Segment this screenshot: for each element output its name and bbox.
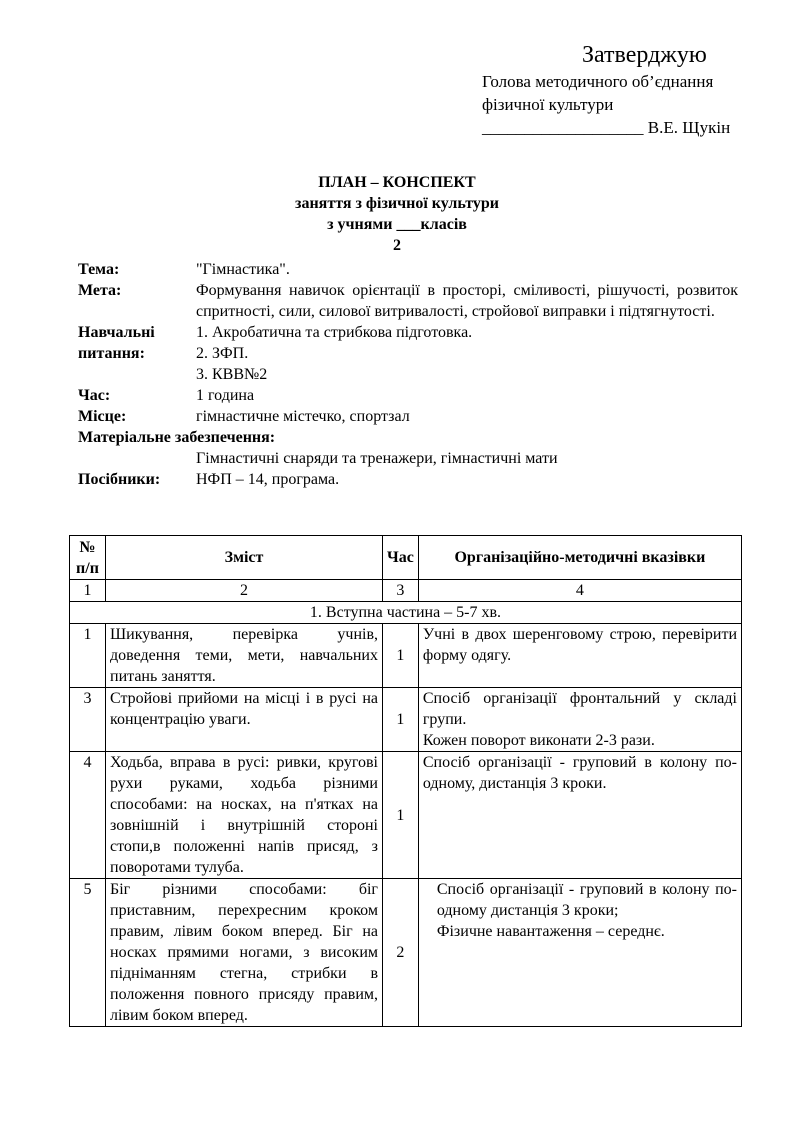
lesson-info bbox=[78, 259, 738, 490]
questions-label bbox=[78, 322, 196, 385]
questions-label-line1: Навчальні bbox=[78, 324, 155, 341]
goal-value: Формування навичок орієнтації в просторі, сміливості, рішучості, розвиток спритності, сили, силової витривалості, стройової виправки і підтягнутості. bbox=[196, 282, 738, 320]
header-content: Зміст bbox=[106, 536, 383, 580]
time-row bbox=[78, 385, 738, 406]
question-1: 1. Акробатична та стрибкова підготовка. bbox=[196, 324, 473, 341]
material-label: Матеріальне забезпечення: bbox=[78, 429, 276, 446]
questions-label-line2: питання: bbox=[78, 345, 145, 362]
row-time: 1 bbox=[383, 624, 419, 688]
row-notes-line: Спосіб організації - груповий в колону по-одному дистанція 3 кроки; bbox=[436, 881, 737, 919]
col-num-1: 1 bbox=[70, 580, 106, 602]
topic-row bbox=[78, 259, 738, 280]
row-num: 4 bbox=[70, 752, 106, 879]
question-2: 2. ЗФП. bbox=[196, 345, 249, 362]
header-time: Час bbox=[383, 536, 419, 580]
approval-title: Затверджую bbox=[582, 42, 707, 68]
row-num: 5 bbox=[70, 879, 106, 1027]
col-num-3: 3 bbox=[383, 580, 419, 602]
row-num: 1 bbox=[70, 624, 106, 688]
questions-list bbox=[196, 322, 738, 385]
topic-value: "Гімнастика". bbox=[196, 261, 290, 278]
manuals-row bbox=[78, 469, 738, 490]
header-num: № п/п bbox=[70, 536, 106, 580]
manuals-value: НФП – 14, програма. bbox=[196, 471, 340, 488]
row-content: Ходьба, вправа в русі: ривки, кругові рухи руками, ходьба різними способами: на носках, на п'ятках на зовнішній і внутрішній стороні стопи,в положенні напів присяд, з поворотами тулуба. bbox=[106, 752, 383, 879]
table-row bbox=[70, 879, 742, 1027]
approval-block bbox=[482, 40, 762, 139]
doc-class-number: 2 bbox=[393, 237, 401, 254]
section-title: 1. Вступна частина – 5-7 хв. bbox=[70, 602, 742, 624]
row-time: 1 bbox=[383, 752, 419, 879]
row-notes-line: Кожен поворот виконати 2-3 рази. bbox=[422, 732, 655, 749]
doc-title: ПЛАН – КОНСПЕКТ bbox=[318, 174, 476, 191]
goal-row bbox=[78, 280, 738, 322]
topic-label: Тема: bbox=[78, 261, 120, 278]
questions-row bbox=[78, 322, 738, 385]
manuals-label: Посібники: bbox=[78, 471, 161, 488]
lesson-table bbox=[69, 535, 742, 1027]
question-3: 3. КВВ№2 bbox=[196, 366, 268, 383]
row-time: 2 bbox=[383, 879, 419, 1027]
col-num-4: 4 bbox=[418, 580, 741, 602]
row-notes-line: Фізичне навантаження – середнє. bbox=[436, 923, 665, 940]
approval-signature: ___________________ В.Е. Щукін bbox=[482, 118, 731, 137]
row-content: Біг різними способами: біг приставним, перехресним кроком правим, лівим боком вперед. Біг на носках прямими ногами, з високим підніманням стегна, стрибки в положення повного присяду правим, лівим боком вперед. bbox=[106, 879, 383, 1027]
approval-position: Голова методичного об’єднання bbox=[482, 72, 714, 91]
row-num: 3 bbox=[70, 688, 106, 752]
row-notes bbox=[418, 879, 741, 1027]
row-time: 1 bbox=[383, 688, 419, 752]
approval-department: фізичної культури bbox=[482, 95, 614, 114]
row-content: Шикування, перевірка учнів, доведення теми, мети, навчальних питань заняття. bbox=[106, 624, 383, 688]
doc-subtitle: заняття з фізичної культури bbox=[295, 195, 499, 212]
table-header-row bbox=[70, 536, 742, 580]
row-notes: Спосіб організації - груповий в колону по-одному, дистанція 3 кроки. bbox=[418, 752, 741, 879]
col-num-2: 2 bbox=[106, 580, 383, 602]
section-row bbox=[70, 602, 742, 624]
row-content: Стройові прийоми на місці і в русі на концентрацію уваги. bbox=[106, 688, 383, 752]
doc-class-line: з учнями ___класів bbox=[327, 216, 467, 233]
column-number-row bbox=[70, 580, 742, 602]
row-notes bbox=[418, 688, 741, 752]
material-value: Гімнастичні снаряди та тренажери, гімнастичні мати bbox=[196, 450, 558, 467]
table-row bbox=[70, 688, 742, 752]
place-label: Місце: bbox=[78, 408, 127, 425]
place-row bbox=[78, 406, 738, 427]
row-notes: Учні в двох шеренговому строю, перевірити форму одягу. bbox=[418, 624, 741, 688]
table-row bbox=[70, 624, 742, 688]
goal-label: Мета: bbox=[78, 282, 122, 299]
header-notes: Організаційно-методичні вказівки bbox=[418, 536, 741, 580]
place-value: гімнастичне містечко, спортзал bbox=[196, 408, 410, 425]
time-value: 1 година bbox=[196, 387, 255, 404]
row-notes-line: Спосіб організації фронтальний у складі групи. bbox=[422, 690, 737, 728]
time-label: Час: bbox=[78, 387, 111, 404]
table-row bbox=[70, 752, 742, 879]
